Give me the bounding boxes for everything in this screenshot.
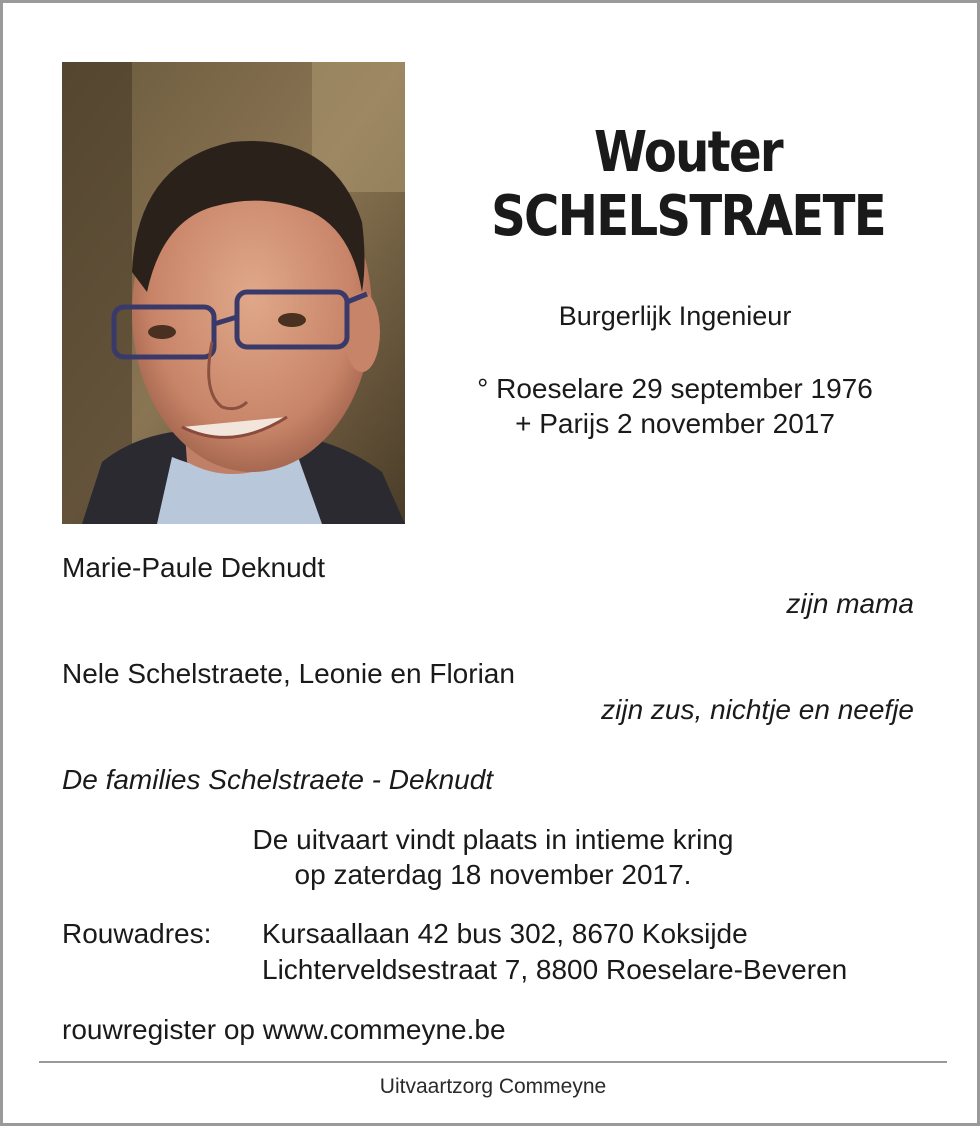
funeral-line-2: op zaterdag 18 november 2017. — [294, 859, 692, 890]
address-label: Rouwadres: — [62, 918, 212, 949]
funeral-line-1: De uitvaart vindt plaats in intieme kring — [252, 824, 734, 855]
footer-funeral-home: Uitvaartzorg Commeyne — [379, 1075, 607, 1098]
register-link[interactable]: rouwregister op www.commeyne.be — [62, 1014, 506, 1045]
address-line-1: Kursaallaan 42 bus 302, 8670 Koksijde — [262, 918, 748, 949]
family-relation-sister: zijn zus, nichtje en neefje — [601, 694, 914, 725]
family-names-sister: Nele Schelstraete, Leonie en Florian — [62, 658, 515, 689]
last-name: SCHELSTRAETE — [491, 184, 885, 249]
family-names-mother: Marie-Paule Deknudt — [62, 552, 326, 583]
first-name: Wouter — [594, 120, 782, 185]
families-line: De families Schelstraete - Deknudt — [62, 764, 494, 795]
life-dates — [443, 371, 907, 441]
portrait-photo — [62, 62, 405, 524]
profession: Burgerlijk Ingenieur — [558, 301, 792, 331]
birth-date: ° Roeselare 29 september 1976 — [477, 373, 873, 404]
name-block — [443, 121, 933, 249]
address-line-2: Lichterveldsestraat 7, 8800 Roeselare-Beveren — [262, 954, 848, 985]
death-date: + Parijs 2 november 2017 — [515, 408, 835, 439]
family-relation-mother: zijn mama — [786, 588, 914, 619]
footer-divider — [39, 1061, 947, 1063]
address-lines — [262, 916, 847, 988]
